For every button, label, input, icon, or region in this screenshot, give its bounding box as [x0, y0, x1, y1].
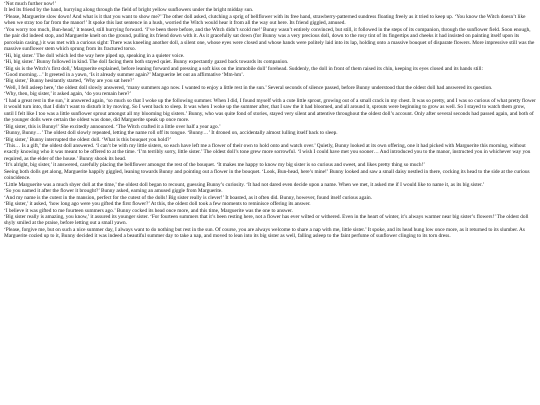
story-paragraph: ‘Good morning…’ It greeted in a yawn, ‘Is it already summer again?’ Marguerite let out an affirmative ‘Mm-hm’. — [4, 71, 245, 78]
story-page — [4, 1, 536, 403]
story-paragraph: ‘Why, then, big sister,’ it asked again, ‘do you remain here?’ — [4, 91, 132, 98]
story-paragraph: ‘Big sis is the Witch’s first doll,’ Marguerite explained, before leaning forward and pressing a soft kiss on the immobile doll’ forehead. Suddenly, the doll in front of them raised its chin, keeping its eyes closed and its hands still: — [4, 65, 483, 72]
story-paragraph: ‘So you named it after the flower it brought?’ Bunny asked, earning an amused giggle from Marguerite. — [4, 188, 223, 195]
story-paragraph: ‘Not much further now!’ — [4, 1, 57, 7]
story-paragraph: ‘This… Is a gift,’ the oldest doll answered. ‘I can’t be with my little sisters, so each have left me a flower of their own to hold onto and watch over.’ Quietly, Bunny looked at its own offering, one it had picked with Marguerite this morning, without exactly knowing who it was meant to be offered to at the time. ‘I’m terribly sorry, little sister.’ The oldest doll’s tone grew more sorrowful. ‘I wish I could have met you sooner… And introduced you to the manor, instructed you in whichever way you required, as the elder of the house.’ Bunny shook its head. — [4, 142, 531, 162]
story-paragraph: ‘Well, I fell asleep here,’ the oldest doll slowly answered, ‘many summers ago now. I wanted to enjoy a little rest in the sun.’ Several seconds of silence passed, before Bunny understood that the oldest doll had answered its question. — [4, 84, 493, 91]
story-paragraph: ‘I believe it was gifted to me fourteen summers ago.’ Bunny cocked its head once more, and this time, Marguerite was the one to answer. — [4, 207, 293, 214]
story-paragraph: ‘Bunny, Bunny…’ The oldest doll slowly repeated, letting the name roll off its tongue. ‘Bunny…’ It droned on, accidentally almost lulling itself back to sleep. — [4, 130, 338, 137]
story-paragraph: ‘You worry too much, Bun-head,’ it teased, still hurrying forward. ‘I’ve been there before, and the Witch didn’t scold me!’ Bunny wasn’t entirely convinced, but still, it followed in the steps of its companion, through the sunflower field. Soon enough, the pair did indeed stop, and Marguerite knelt on the ground, pulling its friend down with it. As it gracefully sat down (for Bunny was a very precious doll, down to the rosy tint of its fingertips and cheeks it had insisted on painting itself upon its porcelain casing,) it was met with a curious sight: There was kneeling another doll, a silent one, whose eyes were closed and whose hands were politely laid into its lap, holding onto a massive bouquet of disparate flowers. More impressive still was the massive sunflower stem which sprung from its fractured torso. — [4, 26, 535, 53]
story-paragraph: Seeing both dolls get along, Marguerite happily giggled, leaning towards Bunny and pointing out a flower in the bouquet. ‘Look, Bun-head, here’s mine!’ Bunny looked and saw a small daisy nestled in there, cocking its head to the side at the curious coincidence. — [4, 168, 530, 182]
story-paragraph: ‘And my name is the cutest in the mansion, perfect for the cutest of the dolls! Big sister really is clever!’ It boasted, as it often did. Bunny, however, found itself curious again. — [4, 194, 372, 201]
story-paragraph: ‘Little Marguerite was a much shyer doll at the time,’ the oldest doll began to recount, guessing Bunny’s curiosity. ‘It had not dared even decide upon a name. When we met, it asked me if I would like to name it, as its big sister.’ — [4, 181, 485, 188]
story-paragraph: ‘Big sister,’ it asked, ‘how long ago were you gifted the first flower?’ At this, the oldest doll took a few moments to reminisce offering its answer. — [4, 201, 311, 208]
story-paragraph: ‘Big sister, this is Bunny!’ She excitedly announced. ‘The Witch crafted it a little over half a year ago.’ — [4, 123, 221, 130]
story-paragraph: ‘Hi, big sister.’ The doll which led the way here piped up, speaking in a quieter voice. — [4, 52, 185, 59]
story-paragraph: ‘Big sister,’ Bunny hesitantly started, ‘Why are you sat here?’ — [4, 78, 135, 85]
story-paragraph: ‘Please, forgive me, but on such a nice summer day, I always want to do nothing but rest in the sun. Of course, you are always welcome to share a nap with me, little sister.’ It spoke, and its head hung low once more, as it returned to its slumber. As Marguerite cozied up to it, Bunny decided it was indeed a beautiful summer day to take a nap, and moved to lean into its big sister as well, falling asleep to the faint perfume of sunflower clinging to its torn dress. — [4, 226, 525, 240]
story-paragraph: ‘I had a great rest in the sun,’ it answered again, ‘so much so that I woke up the following summer. When I did, I found myself with a cute little sprout, growing out of a small crack in my chest. It was so pretty, and I was so curious of what pretty flower it would turn into, that I didn’t want to disturb it by moving. So I went back to sleep. It was when I woke up the summer after, that I saw the it had bloomed, and all around it, sprouts were beginning to grow as well. So I stayed to watch them grow, until I felt like I too was a little sunflower sprout amongst all my blooming big sisters.’ Bunny, who was quite fond of stories, stayed very silent and attentive throughout the oldest doll’s account. Only after several seconds had passed again, and both of the younger dolls were certain the oldest was done, did Marguerite speak up once more. — [4, 97, 536, 124]
story-paragraph: ‘Please, Marguerite slow down! And what is it that you want to show me?’ The other doll asked, clutching a sprig of bellflower with its free hand, strawberry-patterned sundress floating freely as it tried to keep up. ‘You know the Witch doesn’t like when we stray too far from the manor!’ It spoke this last sentence in a hush, worried the Witch would hear it from all the way out here. Its friend giggled, amused. — [4, 13, 526, 27]
story-paragraph: It led its friend by the hand, hurrying along through the field of bright yellow sunflowers under the bright midday sun. — [4, 7, 254, 14]
story-paragraph: ‘Hi, big sister.’ Bunny followed in kind. The doll facing them both stayed quiet. Bunny expectantly gazed back towards its companion. — [4, 59, 289, 66]
story-paragraph: ‘Big sister,’ Bunny interrupted the oldest doll. ‘What is this bouquet you hold?’ — [4, 136, 172, 143]
story-paragraph: ‘Big sister really is amazing, you know,’ it assured its younger sister. ‘For fourteen summers that it’s been resting here, not a flower has ever wilted or withered. Even in the heart of winter, it’s always warmer near big sister’s flowers!’ The oldest doll shyly smiled at the praise, before letting out a small yawn. — [4, 213, 529, 227]
story-paragraph: ‘It’s alright, big sister,’ it answered, carefully placing the bellflower amongst the rest of the bouquet. ‘It makes me happy to know my big sister is so curious and sweet, and likes pretty thing so much!’ — [4, 162, 425, 169]
